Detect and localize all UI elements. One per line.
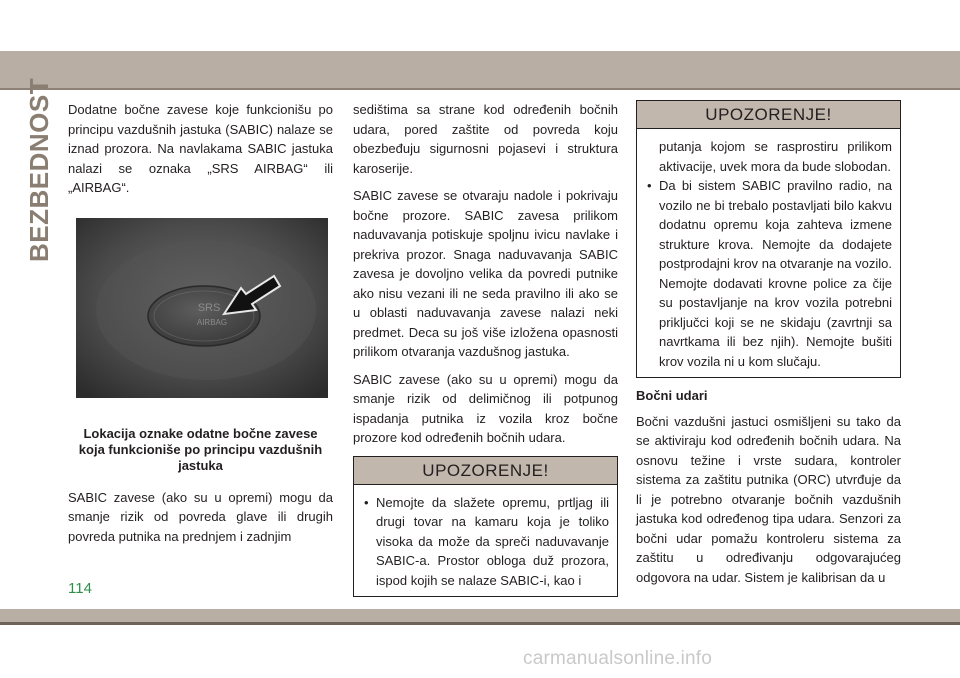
airbag-label-photo — [76, 218, 328, 398]
subheading-side-impacts: Bočni udari — [636, 388, 708, 403]
warning-box — [353, 456, 618, 598]
emblem-srs-text: SRS — [197, 301, 221, 314]
warning-body — [354, 485, 617, 597]
sabic-paragraph: SABIC zavese (ako su u opremi) mogu da smanje rizik od povreda glave ili drugih povreda putnika na prednjem i zadnjim — [68, 489, 333, 544]
warning-title: UPOZORENJE! — [637, 101, 900, 129]
section-title: BEZBEDNOST — [24, 77, 54, 262]
footer-band — [0, 609, 960, 622]
warning-title: UPOZORENJE! — [354, 457, 617, 485]
warning-item-continued: putanja kojom se rasprostiru prilikom aktivacije, uvek mora da bude slobodan. — [659, 139, 892, 174]
page-number: 114 — [68, 580, 92, 597]
steering-wheel-airbag-image — [76, 218, 328, 398]
warning-box-continued — [636, 100, 901, 378]
warning-item: • Nemojte da slažete opremu, prtljag ili drugi tovar na kamaru koja je toliko visoka da može da spreči naduvavanje SABIC-a. Prostor obloga duž prozora, ispod kojih se nalaze SABIC-i, kao i — [362, 493, 609, 591]
side-impacts-paragraph: Bočni vazdušni jastuci osmišljeni su tako da se aktiviraju kod određenih bočnih udara. Na osnovu težine i vrste sudara, kontroler sistema za zaštitu putnika (ORC) utvrđuje da li je potrebno otvaranje bočnih vazdušnih jastuka kod određenog tipa udara. Senzori za bočni udar pomažu kontroleru sistema za zaštitu u određivanju odgovarajućeg odgovora na udar. Sistem je kalibrisan da u — [636, 413, 901, 585]
paragraph-2: SABIC zavese se otvaraju nadole i pokrivaju bočne prozore. SABIC zavesa prilikom naduvavanja potiskuje spoljnu ivicu navlake i prekriva prozor. Snaga naduvavanja SABIC zavesa je dovoljno velika da povredi putnike ako nisu vezani ili ne seda pravilno ili ako se u oblasti naduvavanja zavese nalazi neki predmet. Deca su još više izložena opasnosti prilikom otvaranja vazdušnog jastuka. — [353, 188, 618, 359]
watermark: carmanualsonline.info — [523, 648, 713, 669]
header-band — [0, 51, 960, 88]
warning-body — [637, 129, 900, 377]
intro-paragraph: Dodatne bočne zavese koje funkcionišu po principu vazdušnih jastuka (SABIC) nalaze se iznad prozora. Na navlakama SABIC jastuka nalazi se oznaka „SRS AIRBAG“ ili „AIRBAG“. — [68, 102, 333, 195]
top-margin — [0, 0, 960, 51]
warning-item: • Da bi sistem SABIC pravilno radio, na vozilo ne bi trebalo postavljati bilo kakvu dodatnu opremu koja zahteva izmene strukture krova. Nemojte da dodajete postprodajni krov na otvaranje na vozilo. Nemojte dodavati krovne police za čije su postavljanje na krov vozila potrebni priključci koji se ne skidaju (zavrtnji sa navrtkama ili bez njih). Nemojte bušiti krov vozila ni u kom slučaju. — [645, 176, 892, 371]
column-3 — [636, 100, 901, 595]
paragraph-1: sedištima sa strane kod određenih bočnih udara, pored zaštite od povreda koju obezbeđuju sigurnosni pojasevi i struktura karoserije. — [353, 102, 618, 176]
photo-caption: Lokacija oznake odatne bočne zavese koja funkcioniše po principu vazdušnih jastuka — [78, 425, 323, 473]
paragraph-3: SABIC zavese (ako su u opremi) mogu da smanje rizik od delimičnog ili potpunog ispadanja putnika iz vozila kroz bočne prozore kod određenih bočnih udara. — [353, 371, 618, 445]
column-1 — [68, 100, 333, 554]
column-2 — [353, 100, 618, 597]
footer-rule — [0, 622, 960, 625]
header-rule — [0, 88, 960, 90]
emblem-airbag-text: AIRBAG — [196, 317, 228, 327]
